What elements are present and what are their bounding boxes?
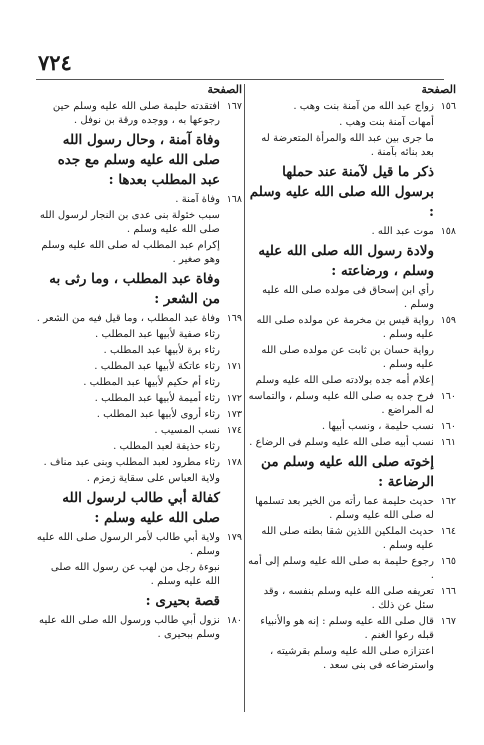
entry-text: افتقدته حليمة صلى الله عليه وسلم حين رجوعها به ، ووجده ورقة بن نوفل . (52, 101, 220, 126)
entry-text: زواج عبد الله من آمنة بنت وهب . (293, 101, 434, 112)
toc-entry (248, 100, 456, 114)
entry-page-number: ١٦٨ (226, 194, 242, 205)
entry-page-number: ١٦٧ (226, 101, 242, 112)
entry-text: رواية قيس بن مخرمة عن مولده صلى الله عليه وسلم . (256, 315, 434, 340)
right-column (248, 83, 456, 675)
entry-text: نبوءة رجل من لهب عن رسول الله صلى الله عليه وسلم . (50, 562, 220, 587)
entry-text: حديث حليمة عما رأته من الخير بعد تسلمها له صلى الله عليه وسلم . (255, 496, 434, 521)
column-header-right: الصفحة (421, 83, 456, 96)
toc-entry (34, 360, 242, 374)
entry-page-number: ١٦٠ (440, 391, 456, 402)
toc-entry (248, 645, 456, 673)
entry-text: رثاء أم حكيم لأبيها عبد المطلب . (83, 377, 220, 388)
entry-text: ولاية أبي طالب لأمر الرسول صلى الله عليه وسلم . (36, 532, 220, 557)
toc-entry (34, 239, 242, 267)
toc-entry (248, 284, 456, 312)
entry-page-number: ١٧١ (226, 361, 242, 372)
toc-entry (248, 436, 456, 450)
entry-text: موت عبد الله . (371, 226, 434, 237)
column-header-left: الصفحة (207, 83, 242, 96)
entry-text: ما جرى بين عبد الله والمرأة المتعرضة له بعد بنائه بآمنة . (261, 133, 434, 158)
entry-page-number: ١٧٤ (226, 425, 242, 436)
section-heading: ذكر ما قيل لآمنة عند حملها برسول الله صلى الله عليه وسلم : (249, 164, 434, 220)
entry-page-number: ١٦٧ (440, 616, 456, 627)
section-heading: إخوته صلى الله عليه وسلم من الرضاعة : (261, 454, 434, 490)
toc-entry (248, 585, 456, 613)
toc-entry (34, 344, 242, 358)
entry-text: رثاء أروى لأبيها عبد المطلب . (96, 409, 220, 420)
section-heading: ولادة رسول الله صلى الله عليه وسلم ، ورضاعته : (258, 243, 434, 279)
entry-text: أمهات آمنة بنت وهب . (339, 117, 434, 128)
entry-page-number: ١٥٨ (440, 226, 456, 237)
toc-entry (34, 312, 242, 326)
toc-entry (34, 100, 242, 128)
entry-text: رثاء عاتكة لأبيها عبد المطلب . (94, 361, 220, 372)
toc-entry (248, 116, 456, 130)
toc-entry (248, 615, 456, 643)
toc-entry (34, 424, 242, 438)
toc-entry (34, 531, 242, 559)
entry-text: قال صلى الله عليه وسلم : إنه هو والأنبياء قبله رعوا الغنم . (260, 616, 434, 641)
column-divider (244, 84, 245, 712)
left-column (34, 83, 242, 644)
toc-entry (248, 495, 456, 523)
entry-text: سبب خئولة بنى عدى بن النجار لرسول الله صلى الله عليه وسلم . (39, 210, 220, 235)
entry-text: رأي ابن إسحاق فى مولده صلى الله عليه وسلم . (262, 285, 434, 310)
toc-entry (34, 392, 242, 406)
toc-entry (248, 555, 456, 583)
header-rule (36, 79, 444, 80)
section-heading: قصة بحيرى : (145, 593, 220, 609)
page-number: ٧٢٤ (38, 50, 72, 75)
entry-text: اعتزازه صلى الله عليه وسلم بقرشيته ، واسترضاعه فى بنى سعد . (269, 646, 434, 671)
entry-page-number: ١٦٩ (226, 313, 242, 324)
entry-page-number: ١٦٠ (440, 421, 456, 432)
toc-entry (34, 376, 242, 390)
toc-entry (34, 408, 242, 422)
entry-text: نسب أبيه صلى الله عليه وسلم فى الرضاع . (249, 437, 434, 448)
toc-entry (248, 525, 456, 553)
section-heading: وفاة آمنة ، وحال رسول الله صلى الله عليه وسلم مع جده عبد المطلب بعدها : (57, 132, 220, 188)
toc-entry (248, 420, 456, 434)
entry-text: وفاة آمنة . (175, 194, 220, 205)
entry-page-number: ١٧٢ (226, 393, 242, 404)
toc-entry (34, 193, 242, 207)
entry-page-number: ١٦١ (440, 437, 456, 448)
entry-text: حديث الملكين اللذين شقا بطنه صلى الله عليه وسلم . (261, 526, 434, 551)
entry-page-number: ١٧٩ (226, 532, 242, 543)
toc-entry (34, 614, 242, 642)
entry-text: ولاية العباس على سقاية زمزم . (86, 473, 220, 484)
entry-text: نسب المسيب . (154, 425, 220, 436)
toc-entry (248, 225, 456, 239)
entry-text: إكرام عبد المطلب له صلى الله عليه وسلم وهو صغير . (41, 240, 220, 265)
entry-text: رثاء صفية لأبيها عبد المطلب . (95, 329, 220, 340)
entry-text: إعلام أمه جده بولادته صلى الله عليه وسلم (255, 375, 434, 386)
entry-page-number: ١٧٣ (226, 409, 242, 420)
toc-entry (248, 314, 456, 342)
toc-entry (34, 472, 242, 486)
entry-text: نزول أبي طالب ورسول الله صلى الله عليه وسلم ببحيرى . (38, 615, 220, 640)
entry-page-number: ١٥٩ (440, 315, 456, 326)
toc-entry (34, 561, 242, 589)
entry-page-number: ١٦٤ (440, 526, 456, 537)
entry-page-number: ١٨٠ (226, 615, 242, 626)
toc-entry (34, 456, 242, 470)
toc-entry (34, 209, 242, 237)
entry-text: تعريفه صلى الله عليه وسلم بنفسه ، وقد سئل عن ذلك . (263, 586, 434, 611)
toc-entry (248, 390, 456, 418)
toc-entry (248, 344, 456, 372)
entry-page-number: ١٥٦ (440, 101, 456, 112)
entry-text: رثاء برة لأبيها عبد المطلب . (103, 345, 220, 356)
entry-page-number: ١٧٨ (226, 457, 242, 468)
section-heading: وفاة عبد المطلب ، وما رثى به من الشعر : (49, 271, 220, 307)
entry-text: رثاء مطرود لعبد المطلب وبنى عبد مناف . (43, 457, 220, 468)
entry-text: رجوع حليمة به صلى الله عليه وسلم إلى أمه . (248, 556, 434, 581)
entry-text: نسب حليمة ، ونسب أبيها . (321, 421, 434, 432)
entry-page-number: ١٦٦ (440, 586, 456, 597)
entry-text: فرح جده به صلى الله عليه وسلم ، والتماسه له المراضع . (248, 391, 434, 416)
toc-entry (248, 132, 456, 160)
toc-entry (248, 374, 456, 388)
entry-text: رثاء حذيفة لعبد المطلب . (113, 441, 220, 452)
entry-text: رواية حسان بن ثابت عن مولده صلى الله عليه وسلم . (261, 345, 434, 370)
entry-text: رثاء أميمة لأبيها عبد المطلب . (94, 393, 220, 404)
section-heading: كفالة أبي طالب لرسول الله صلى الله عليه وسلم : (62, 490, 220, 526)
toc-entry (34, 328, 242, 342)
toc-entry (34, 440, 242, 454)
entry-page-number: ١٦٥ (440, 556, 456, 567)
entry-page-number: ١٦٢ (440, 496, 456, 507)
entry-text: وفاة عبد المطلب ، وما قيل فيه من الشعر . (36, 313, 220, 324)
